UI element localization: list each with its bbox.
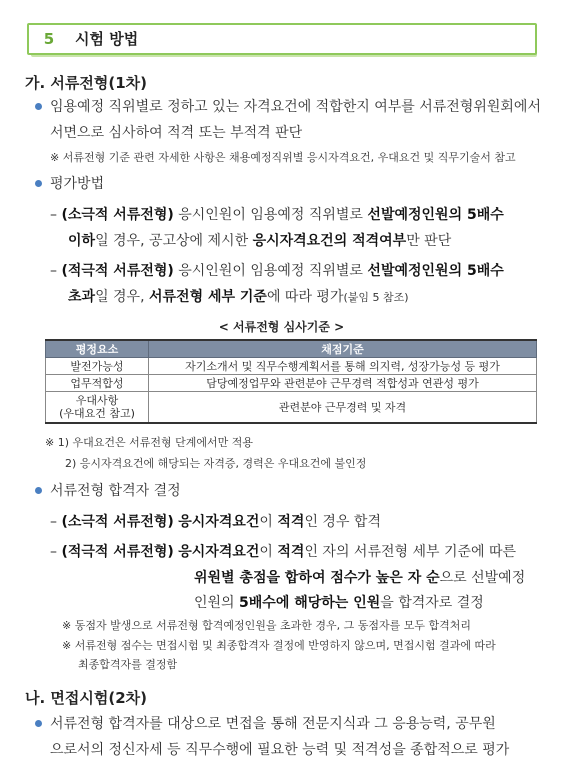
bullet-3-label: 서류전형 합격자 결정 [50,483,181,499]
pass-item-1 [50,509,381,535]
section-title: 시험 방법 [75,30,139,48]
table-note-2: 2) 응시자격요건에 해당되는 자격증, 경력은 우대요건에 불인정 [65,457,367,470]
eval-item-1-b2: 이하 [68,233,96,249]
pass-item-2-b3: 위원별 총점을 합하여 점수가 높은 자 순 [194,570,440,586]
pass-item-2-b4: 5배수에 해당하는 인원 [239,595,381,611]
table-row [46,375,537,392]
pass-item-1-t1: 이 [259,514,278,530]
pass-item-2-tag: (적극적 서류전형) [61,544,174,560]
bullet-dot-icon [35,720,42,727]
pass-item-2-t5: 을 합격자로 결정 [380,595,484,611]
eval-item-1-tag: (소극적 서류전형) [61,207,174,223]
dash-mark: – [50,514,57,530]
eval-item-2-line1 [50,258,504,284]
part-b-bullet-1 [35,711,496,737]
part-b-bullet-1-line1: 서류전형 합격자를 대상으로 면접을 통해 전문지식과 그 응용능력, 공무원 [50,716,496,732]
dash-mark: – [50,544,57,560]
pass-item-2-t3: 으로 선발예정 [439,570,526,586]
pass-item-2-t4: 인원의 [194,595,240,611]
dash-mark: – [50,207,57,223]
table-note-1: ※ 1) 우대요건은 서류전형 단계에서만 적용 [45,436,254,449]
section-header [27,21,537,57]
bullet-1-note: ※ 서류전형 기준 관련 자세한 사항은 채용예정직위별 응시자격요건, 우대요건 및 직무기술서 참고 [50,151,516,164]
pass-item-2-line3 [194,590,484,616]
eval-item-2-small: (붙임 5 참조) [343,291,409,304]
eval-item-2-t3: 에 따라 평가 [266,289,344,305]
eval-item-1-t1: 응시인원이 임용예정 직위별로 [173,207,368,223]
table-cell [46,392,149,424]
pass-item-1-tag: (소극적 서류전형) [61,514,174,530]
bullet-2 [35,171,104,197]
bullet-3 [35,478,181,504]
eval-item-1-b1: 선발예정인원의 5배수 [367,207,504,223]
pass-item-2-line1 [50,539,516,565]
eval-item-2-line2 [68,284,409,311]
table-row [46,358,537,375]
bullet-2-label: 평가방법 [50,176,105,192]
section-number: 5 [43,30,55,48]
pass-item-2-line2 [194,565,525,591]
pass-item-2-b1: 응시자격요건 [178,544,260,560]
part-b-bullet-1-line2: 으로서의 정신자세 등 직무수행에 필요한 능력 및 적격성을 종합적으로 평가 [50,742,510,758]
table-header-cell: 채점기준 [149,340,537,358]
table-cell: 자기소개서 및 직무수행계획서를 통해 의지력, 성장가능성 등 평가 [149,358,537,375]
bullet-1-line2: 서면으로 심사하여 적격 또는 부적격 판단 [50,125,303,141]
table-cell-line: 우대사항 [75,394,119,407]
pass-note-2a: ※ 서류전형 점수는 면접시험 및 최종합격자 결정에 반영하지 않으며, 면접시험 결과에 따라 [62,639,496,652]
table-cell: 발전가능성 [46,358,149,375]
part-b-heading: 나. 면접시험(2차) [25,689,148,707]
pass-item-2-t1: 이 [259,544,278,560]
pass-note-1: ※ 동점자 발생으로 서류전형 합격예정인원을 초과한 경우, 그 동점자를 모두 합격처리 [62,619,471,632]
pass-item-1-b1: 응시자격요건 [178,514,260,530]
bullet-dot-icon [35,103,42,110]
eval-item-2-b1: 선발예정인원의 5배수 [367,263,504,279]
criteria-table [45,339,537,424]
eval-item-1-t3: 만 판단 [406,233,452,249]
table-cell: 관련분야 근무경력 및 자격 [149,392,537,424]
eval-item-2-t1: 응시인원이 임용예정 직위별로 [173,263,368,279]
pass-note-2b: 최종합격자를 결정함 [78,658,178,671]
table-caption: < 서류전형 심사기준 > [218,320,345,334]
table-cell: 담당예정업무와 관련분야 근무경력 적합성과 연관성 평가 [149,375,537,392]
eval-item-2-tag: (적극적 서류전형) [61,263,174,279]
bullet-1 [35,94,541,120]
table-cell-line: (우대요건 참고) [59,407,135,420]
eval-item-1-t2: 일 경우, 공고상에 제시한 [95,233,253,249]
bullet-1-line1: 임용예정 직위별로 정하고 있는 자격요건에 적합한지 여부를 서류전형위원회에서 [50,99,541,115]
table-row [46,392,537,424]
table-header-row [46,340,537,358]
table-header-cell: 평정요소 [46,340,149,358]
eval-item-1-line1 [50,202,504,228]
pass-item-1-b2: 적격 [277,514,305,530]
eval-item-1-line2 [68,228,451,254]
eval-item-2-b2: 초과 [68,289,96,305]
part-a-heading: 가. 서류전형(1차) [25,74,148,92]
table-cell: 업무적합성 [46,375,149,392]
eval-item-2-t2: 일 경우, [95,289,149,305]
pass-item-2-t2: 인 자의 서류전형 세부 기준에 따른 [304,544,517,560]
eval-item-2-b3: 서류전형 세부 기준 [149,289,267,305]
bullet-dot-icon [35,487,42,494]
dash-mark: – [50,263,57,279]
bullet-dot-icon [35,180,42,187]
eval-item-1-b3: 응시자격요건의 적격여부 [252,233,407,249]
pass-item-2-b2: 적격 [277,544,305,560]
pass-item-1-t2: 인 경우 합격 [304,514,381,530]
